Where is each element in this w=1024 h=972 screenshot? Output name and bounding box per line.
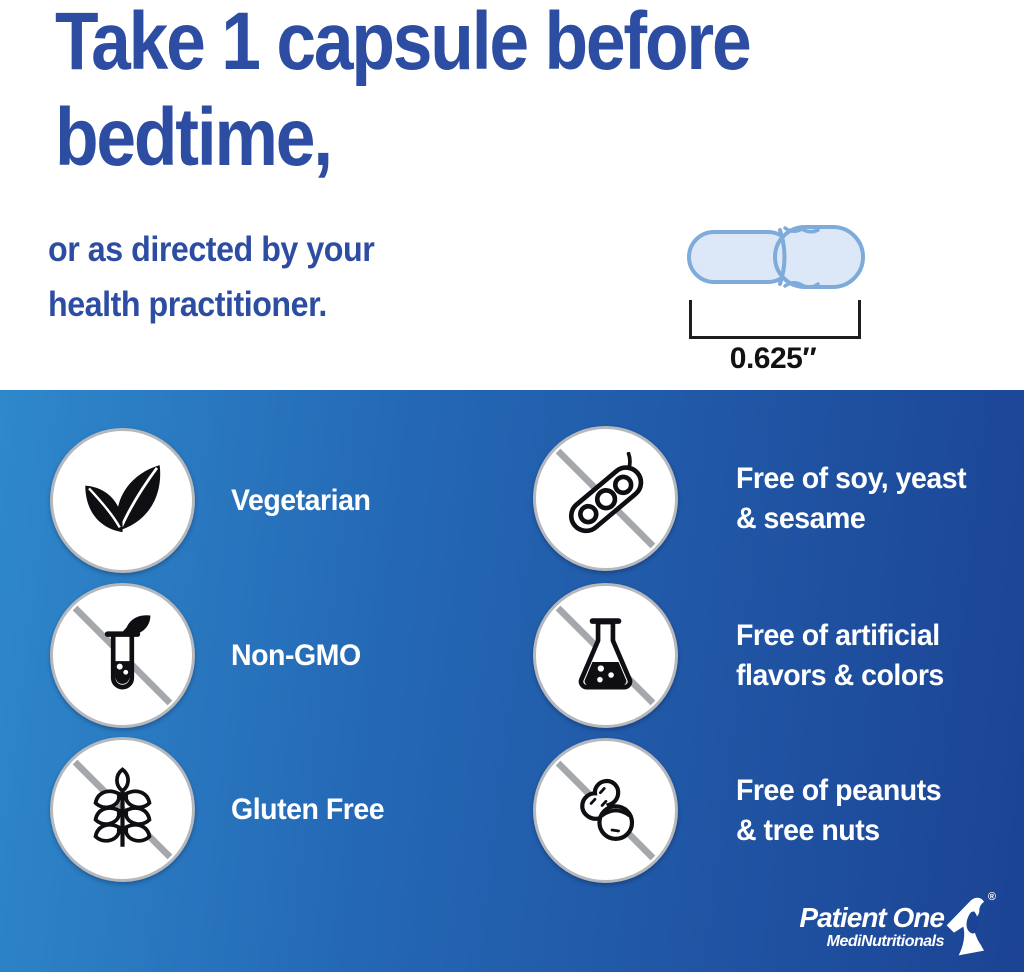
- feature-circle: [533, 426, 678, 571]
- feature-circle: [50, 428, 195, 573]
- feature-row-artificial-free: [533, 583, 955, 728]
- features-panel: [0, 390, 1024, 972]
- feature-circle: [50, 737, 195, 882]
- brand-subname: MediNutritionals: [826, 933, 944, 950]
- feature-row-vegetarian: [50, 428, 378, 573]
- dosage-heading-line2: bedtime,: [55, 92, 331, 183]
- feature-circle: [50, 583, 195, 728]
- leaf-icon: [76, 454, 169, 547]
- feature-row-peanut-free: [533, 738, 952, 883]
- dosage-heading-line1: Take 1 capsule before: [55, 0, 750, 87]
- brand-name: Patient One: [799, 902, 944, 933]
- soybean-icon: [559, 452, 652, 545]
- peanut-icon: [559, 764, 652, 857]
- dosage-note: [48, 222, 374, 332]
- capsule-illustration: [685, 220, 867, 380]
- feature-label: Free of artificial flavors & colors: [736, 618, 944, 692]
- brand-logo: [799, 891, 996, 956]
- flask-icon: [559, 609, 652, 702]
- registered-mark: ®: [987, 891, 996, 903]
- dosage-note-line1: or as directed by your: [48, 230, 375, 269]
- feature-row-soy-free: [533, 426, 978, 571]
- capsule-size-label: 0.625″: [729, 342, 817, 375]
- feature-label: Free of peanuts & tree nuts: [736, 773, 942, 847]
- dosage-heading: [55, 0, 749, 186]
- feature-label: Non-GMO: [231, 638, 361, 672]
- wheat-icon: [76, 763, 169, 856]
- feature-row-gluten-free: [50, 737, 392, 882]
- feature-circle: [533, 583, 678, 728]
- capsule-icon: [685, 222, 867, 292]
- feature-circle: [533, 738, 678, 883]
- dosage-note-line2: health practitioner.: [48, 285, 327, 324]
- feature-label: Free of soy, yeast & sesame: [736, 461, 967, 535]
- feature-label: Vegetarian: [231, 483, 371, 517]
- feature-row-non-gmo: [50, 583, 367, 728]
- numeral-one-face-icon: [940, 891, 996, 956]
- size-bracket: [689, 300, 861, 339]
- gmo-test-tube-icon: [76, 609, 169, 702]
- feature-label: Gluten Free: [231, 792, 385, 826]
